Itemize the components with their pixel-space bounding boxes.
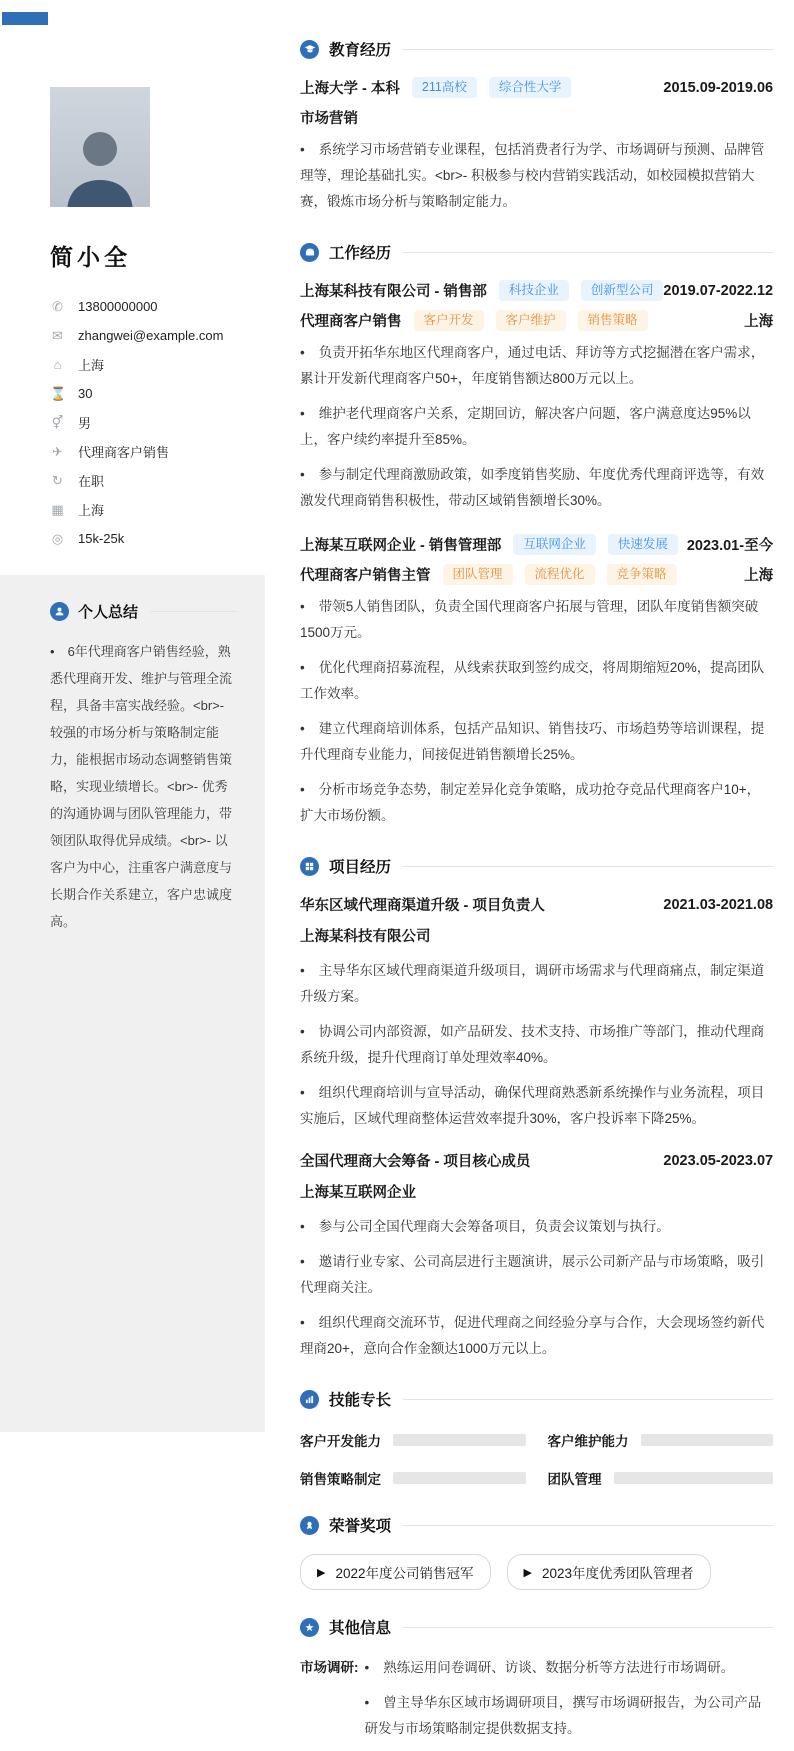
contact-email	[50, 321, 245, 350]
bullet-item: • 参与制定代理商激励政策，如季度销售奖励、年度优秀代理商评选等，有效激发代理商销售积极性，带动区域销售额增长30%。	[300, 462, 773, 514]
star-icon	[300, 1618, 319, 1637]
skill-bar	[641, 1434, 774, 1446]
section-title: 其他信息	[329, 1620, 392, 1637]
bullet-item: • 分析市场竞争态势，制定差异化竞争策略，成功抢夺竞品代理商客户10+，扩大市场份额。	[300, 777, 773, 829]
main-content	[265, 0, 794, 1736]
city-icon: ▦	[51, 501, 64, 517]
company-name: 上海某科技有限公司 - 销售部	[300, 284, 487, 300]
bullet-item: • 系统学习市场营销专业课程，包括消费者行为学、市场调研与预测、品牌管理等，理论基础扎实。<br>- 积极参与校内营销实践活动，如校园模拟营销大赛，锻炼市场分析与策略制定能力。	[300, 137, 773, 215]
email-icon: ✉	[52, 327, 63, 343]
honor-text: 2022年度公司销售冠军	[335, 1566, 474, 1581]
skills-grid	[300, 1430, 773, 1488]
contact-value: 13800000000	[78, 299, 158, 314]
contact-salary	[50, 524, 245, 553]
skill-bar	[393, 1434, 526, 1446]
project-entry	[300, 1150, 773, 1362]
divider	[403, 252, 773, 253]
job-date: 2023.01-至今	[686, 538, 774, 554]
graduation-cap-icon	[300, 40, 319, 59]
bullet-item: • 维护老代理商客户关系，定期回访，解决客户问题，客户满意度达95%以上，客户续约率提升至85%。	[300, 401, 773, 453]
job-entry	[300, 280, 773, 514]
skill-item	[548, 1468, 774, 1488]
school-name: 上海大学 - 本科	[300, 81, 400, 97]
profile-photo	[50, 87, 150, 207]
project-bullets	[300, 958, 773, 1132]
honor-text: 2023年度优秀团队管理者	[541, 1566, 694, 1581]
company-tag: 快速发展	[608, 534, 678, 555]
other-info-row	[300, 1655, 773, 1751]
contact-job-status	[50, 466, 245, 495]
section-title: 教育经历	[329, 42, 392, 59]
phone-icon: ✆	[52, 298, 63, 314]
divider	[403, 866, 773, 867]
section-title: 荣誉奖项	[329, 1518, 392, 1535]
company-tag: 互联网企业	[513, 534, 596, 555]
project-name: 华东区域代理商渠道升级 - 项目负责人	[300, 898, 545, 914]
triangle-marker-icon: ▶	[317, 1566, 326, 1579]
page-corner-accent	[2, 12, 48, 25]
company-tag: 创新型公司	[581, 280, 664, 301]
skill-label: 客户开发能力	[300, 1434, 381, 1449]
bullet-item: • 组织代理商培训与宣导活动，确保代理商熟悉新系统操作与业务流程，项目实施后，区域代理商整体运营效率提升30%，客户投诉率下降25%。	[300, 1080, 773, 1132]
project-entry	[300, 894, 773, 1132]
role-tag: 销售策略	[578, 310, 648, 331]
contact-gender	[50, 408, 245, 437]
role-tag: 团队管理	[443, 564, 513, 585]
role-tag: 客户开发	[414, 310, 484, 331]
skill-bar	[614, 1472, 774, 1484]
work-section	[300, 241, 773, 829]
contact-location	[50, 350, 245, 379]
job-bullets	[300, 594, 773, 829]
sidebar	[0, 0, 265, 1432]
contact-city	[50, 495, 245, 524]
user-icon	[50, 602, 69, 621]
project-bullets	[300, 1214, 773, 1362]
contact-value: 上海	[78, 503, 105, 518]
job-location: 上海	[744, 314, 774, 330]
job-entry	[300, 534, 773, 829]
bullet-item: • 熟练运用问卷调研、访谈、数据分析等方法进行市场调研。	[365, 1655, 774, 1681]
project-date: 2023.05-2023.07	[663, 1152, 774, 1169]
skill-bar	[393, 1472, 526, 1484]
bullet-item: • 参与公司全国代理商大会筹备项目，负责会议策划与执行。	[300, 1214, 773, 1240]
section-title: 工作经历	[329, 245, 392, 262]
education-bullets	[300, 137, 773, 215]
bullet-item: • 组织代理商交流环节，促进代理商之间经验分享与合作，大会现场签约新代理商20+，意向合作金额达1000万元以上。	[300, 1310, 773, 1362]
contact-job-intention	[50, 437, 245, 466]
project-name: 全国代理商大会筹备 - 项目核心成员	[300, 1154, 531, 1170]
honor-badge	[300, 1554, 491, 1590]
gender-icon: ⚥	[51, 414, 64, 430]
other-info-bullets	[365, 1655, 774, 1751]
bullet-item: • 曾主导华东区域市场调研项目，撰写市场调研报告，为公司产品研发与市场策略制定提供数据支持。	[365, 1690, 774, 1742]
role-tag: 客户维护	[496, 310, 566, 331]
skill-item	[300, 1430, 526, 1450]
divider	[403, 1627, 773, 1628]
job-intention-icon: ✈	[52, 443, 63, 459]
bar-chart-icon	[300, 1390, 319, 1409]
job-role: 代理商客户销售主管	[300, 568, 431, 584]
bullet-item: • 优化代理商招募流程，从线索获取到签约成交，将周期缩短20%，提高团队工作效率。	[300, 655, 773, 707]
skills-section	[300, 1388, 773, 1488]
section-title: 技能专长	[329, 1392, 392, 1409]
bullet-item: • 协调公司内部资源，如产品研发、技术支持、市场推广等部门，推动代理商系统升级，提升代理商订单处理效率40%。	[300, 1019, 773, 1071]
salary-icon: ◎	[51, 530, 64, 546]
summary-title: 个人总结	[78, 604, 139, 621]
skill-label: 团队管理	[547, 1472, 602, 1487]
role-tag: 竞争策略	[607, 564, 677, 585]
contact-phone	[50, 292, 245, 321]
skill-item	[548, 1430, 774, 1450]
divider	[403, 49, 773, 50]
divider	[150, 611, 237, 612]
triangle-marker-icon: ▶	[523, 1566, 532, 1579]
contact-value: 代理商客户销售	[78, 445, 170, 460]
company-name: 上海某互联网企业 - 销售管理部	[300, 538, 502, 554]
project-company: 上海某科技有限公司	[300, 929, 431, 945]
contact-value: 15k-25k	[78, 531, 125, 546]
contact-value: 在职	[78, 474, 105, 489]
projects-section	[300, 855, 773, 1362]
honor-badges	[300, 1554, 773, 1590]
person-silhouette-icon	[57, 117, 143, 207]
medal-icon	[300, 1516, 319, 1535]
age-icon: ⌛	[50, 385, 67, 401]
grid-icon	[300, 857, 319, 876]
major: 市场营销	[300, 111, 358, 127]
briefcase-icon	[300, 243, 319, 262]
section-title: 项目经历	[329, 859, 392, 876]
skill-label: 销售策略制定	[300, 1472, 381, 1487]
honors-section	[300, 1514, 773, 1590]
contact-list	[50, 292, 245, 553]
job-role: 代理商客户销售	[300, 314, 402, 330]
job-date: 2019.07-2022.12	[663, 282, 774, 299]
job-bullets	[300, 340, 773, 514]
skill-label: 客户维护能力	[547, 1434, 629, 1449]
contact-value: 30	[78, 386, 93, 401]
candidate-name: 简小全	[50, 244, 131, 270]
summary-text: • 6年代理商客户销售经验，熟悉代理商开发、维护与管理全流程，具备丰富实战经验。<br>- 较强的市场分析与策略制定能力，能根据市场动态调整销售策略，实现业绩增长。<br>- 优秀的沟通协调与团队管理能力，带领团队取得优异成绩。<br>- 以客户为中心，注重客户满意度与长期合作关系建立，客户忠诚度高。	[50, 638, 237, 935]
contact-value: 上海	[78, 358, 105, 373]
skill-item	[300, 1468, 526, 1488]
honor-badge	[507, 1554, 711, 1590]
role-tag: 流程优化	[525, 564, 595, 585]
divider	[403, 1399, 773, 1400]
job-status-icon: ↻	[52, 472, 63, 488]
education-date: 2015.09-2019.06	[663, 79, 774, 96]
bullet-item: • 建立代理商培训体系，包括产品知识、销售技巧、市场趋势等培训课程，提升代理商专业能力，间接促进销售额增长25%。	[300, 716, 773, 768]
bullet-item: • 负责开拓华东地区代理商客户，通过电话、拜访等方式挖掘潜在客户需求，累计开发新代理商客户50+，年度销售额达800万元以上。	[300, 340, 773, 392]
contact-value: 男	[78, 416, 92, 431]
bullet-item: • 主导华东区域代理商渠道升级项目，调研市场需求与代理商痛点，制定渠道升级方案。	[300, 958, 773, 1010]
company-tag: 科技企业	[499, 280, 569, 301]
contact-value: zhangwei@example.com	[78, 328, 224, 343]
location-icon: ⌂	[53, 357, 62, 372]
education-section	[300, 38, 773, 215]
project-date: 2021.03-2021.08	[663, 896, 774, 913]
school-tag: 综合性大学	[489, 77, 572, 98]
bullet-item: • 邀请行业专家、公司高层进行主题演讲，展示公司新产品与市场策略，吸引代理商关注。	[300, 1249, 773, 1301]
contact-age	[50, 379, 245, 408]
divider	[403, 1525, 773, 1526]
job-location: 上海	[744, 568, 774, 584]
other-info-section	[300, 1616, 773, 1751]
personal-summary-section	[0, 575, 265, 1432]
other-info-label: 市场调研:	[300, 1660, 359, 1675]
school-tag: 211高校	[412, 77, 477, 98]
bullet-item: • 带领5人销售团队，负责全国代理商客户拓展与管理，团队年度销售额突破1500万元。	[300, 594, 773, 646]
project-company: 上海某互联网企业	[300, 1185, 416, 1201]
